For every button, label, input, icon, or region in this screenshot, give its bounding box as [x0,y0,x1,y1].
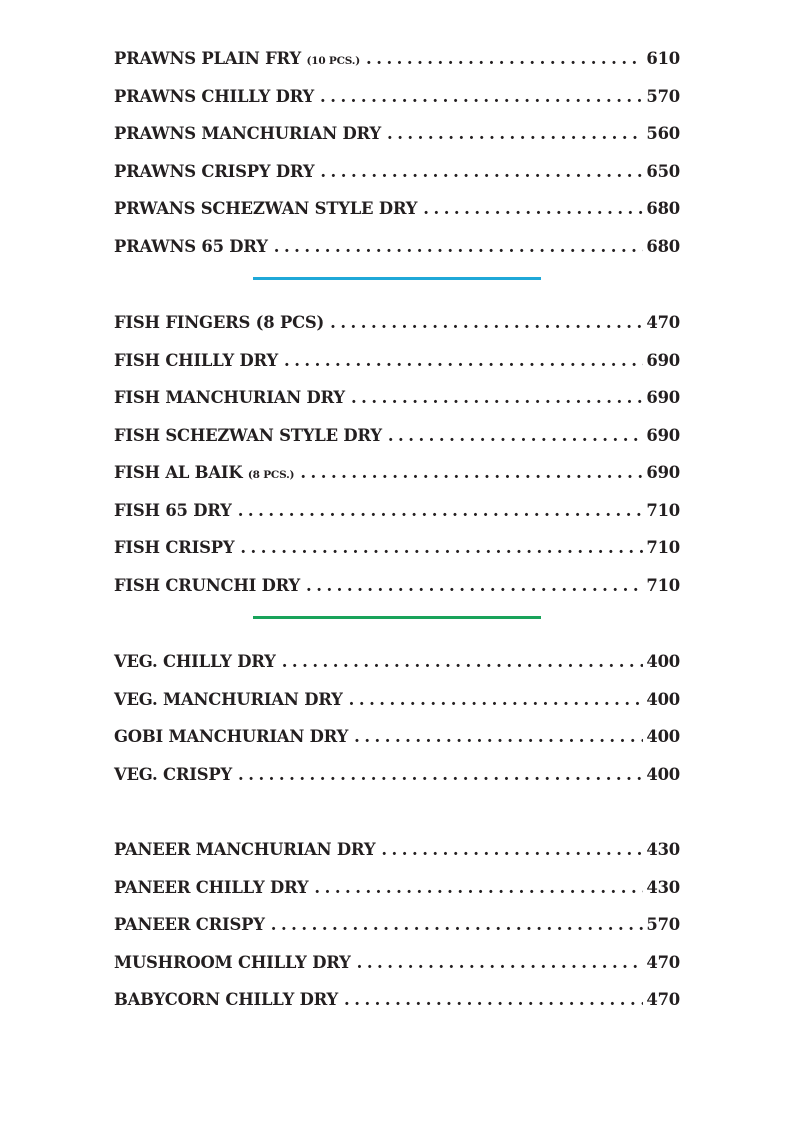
dot-leader [300,463,643,482]
item-price: 650 [646,161,680,181]
menu-section-veg [114,652,680,802]
item-name: VEG. CHILLY DRY [114,652,276,671]
dot-leader [240,538,643,557]
item-name: MUSHROOM CHILLY DRY [114,952,351,972]
item-price: 690 [646,463,680,482]
dot-leader [238,765,643,784]
item-price: 690 [646,350,680,370]
menu-item [114,199,680,237]
item-name: FISH FINGERS (8 PCS) [114,313,325,332]
item-note: (10 PCS.) [306,55,361,67]
menu-item [114,878,680,916]
menu-section-fish [114,313,680,613]
item-price: 690 [646,388,680,407]
item-price: 710 [646,575,680,595]
item-price: 610 [646,49,680,68]
menu-item [114,840,680,878]
item-name: PRWANS SCHEZWAN STYLE DRY [114,199,418,218]
dot-leader [306,576,643,595]
dot-leader [238,501,644,520]
item-name: PRAWNS 65 DRY [114,236,268,256]
menu-item [114,727,680,765]
item-name: FISH 65 DRY [114,500,232,520]
item-name: VEG. MANCHURIAN DRY [114,689,343,709]
dot-leader [351,388,643,407]
menu-item [114,463,680,501]
dot-leader [423,199,643,218]
item-name: PANEER MANCHURIAN DRY [114,840,376,859]
item-name: FISH CRISPY [114,538,235,557]
menu-item [114,87,680,125]
dot-leader [381,840,643,859]
menu-item [114,237,680,275]
menu-item [114,426,680,464]
menu-item [114,351,680,389]
menu-item [114,652,680,690]
item-name: FISH MANCHURIAN DRY [114,388,345,407]
dot-leader [330,313,643,332]
dot-leader [387,124,643,143]
item-name: PRAWNS CRISPY DRY [114,161,315,181]
item-name: PRAWNS PLAIN FRY (10 PCS.) [114,49,361,68]
menu-item [114,990,680,1028]
menu-item [114,538,680,576]
dot-leader [366,49,643,68]
dot-leader [314,878,643,897]
item-price: 710 [646,500,680,520]
item-name: PRAWNS MANCHURIAN DRY [114,124,381,143]
item-name: BABYCORN CHILLY DRY [114,990,339,1009]
item-price: 470 [646,952,680,972]
item-price: 470 [646,313,680,332]
item-price: 430 [646,840,680,859]
dot-leader [320,162,643,181]
dot-leader [271,915,644,934]
item-price: 690 [646,425,680,445]
dot-leader [344,990,643,1009]
dot-leader [284,351,643,370]
menu-page [114,49,680,1028]
menu-item [114,501,680,539]
menu-item [114,953,680,991]
menu-section-paneer [114,840,680,1028]
dot-leader [274,237,644,256]
item-name: PANEER CHILLY DRY [114,877,309,897]
item-price: 570 [646,915,680,934]
item-price: 400 [646,689,680,709]
section-divider-blue [253,277,541,280]
dot-leader [354,727,643,746]
menu-item [114,765,680,803]
menu-item [114,124,680,162]
item-price: 680 [646,236,680,256]
item-price: 710 [646,538,680,557]
item-price: 570 [646,86,680,106]
item-price: 430 [646,877,680,897]
item-name: VEG. CRISPY [114,764,233,784]
item-name: PRAWNS CHILLY DRY [114,86,315,106]
item-name: FISH CHILLY DRY [114,350,278,370]
item-price: 400 [646,727,680,746]
section-divider-green [253,616,541,619]
section-gap [114,802,680,840]
menu-section-prawns [114,49,680,274]
dot-leader [320,87,643,106]
item-price: 400 [646,764,680,784]
item-price: 560 [646,124,680,143]
item-name: GOBI MANCHURIAN DRY [114,727,349,746]
item-name: FISH CRUNCHI DRY [114,575,301,595]
menu-item [114,388,680,426]
item-price: 400 [646,652,680,671]
item-name: FISH AL BAIK (8 PCS.) [114,463,295,482]
menu-item [114,915,680,953]
item-price: 470 [646,990,680,1009]
menu-item [114,576,680,614]
dot-leader [282,652,644,671]
dot-leader [349,690,644,709]
menu-item [114,162,680,200]
dot-leader [388,426,644,445]
menu-item [114,49,680,87]
item-name: FISH SCHEZWAN STYLE DRY [114,425,382,445]
item-note: (8 PCS.) [247,469,295,481]
item-name: PANEER CRISPY [114,915,265,934]
item-price: 680 [646,199,680,218]
menu-item [114,313,680,351]
menu-item [114,690,680,728]
dot-leader [357,953,644,972]
